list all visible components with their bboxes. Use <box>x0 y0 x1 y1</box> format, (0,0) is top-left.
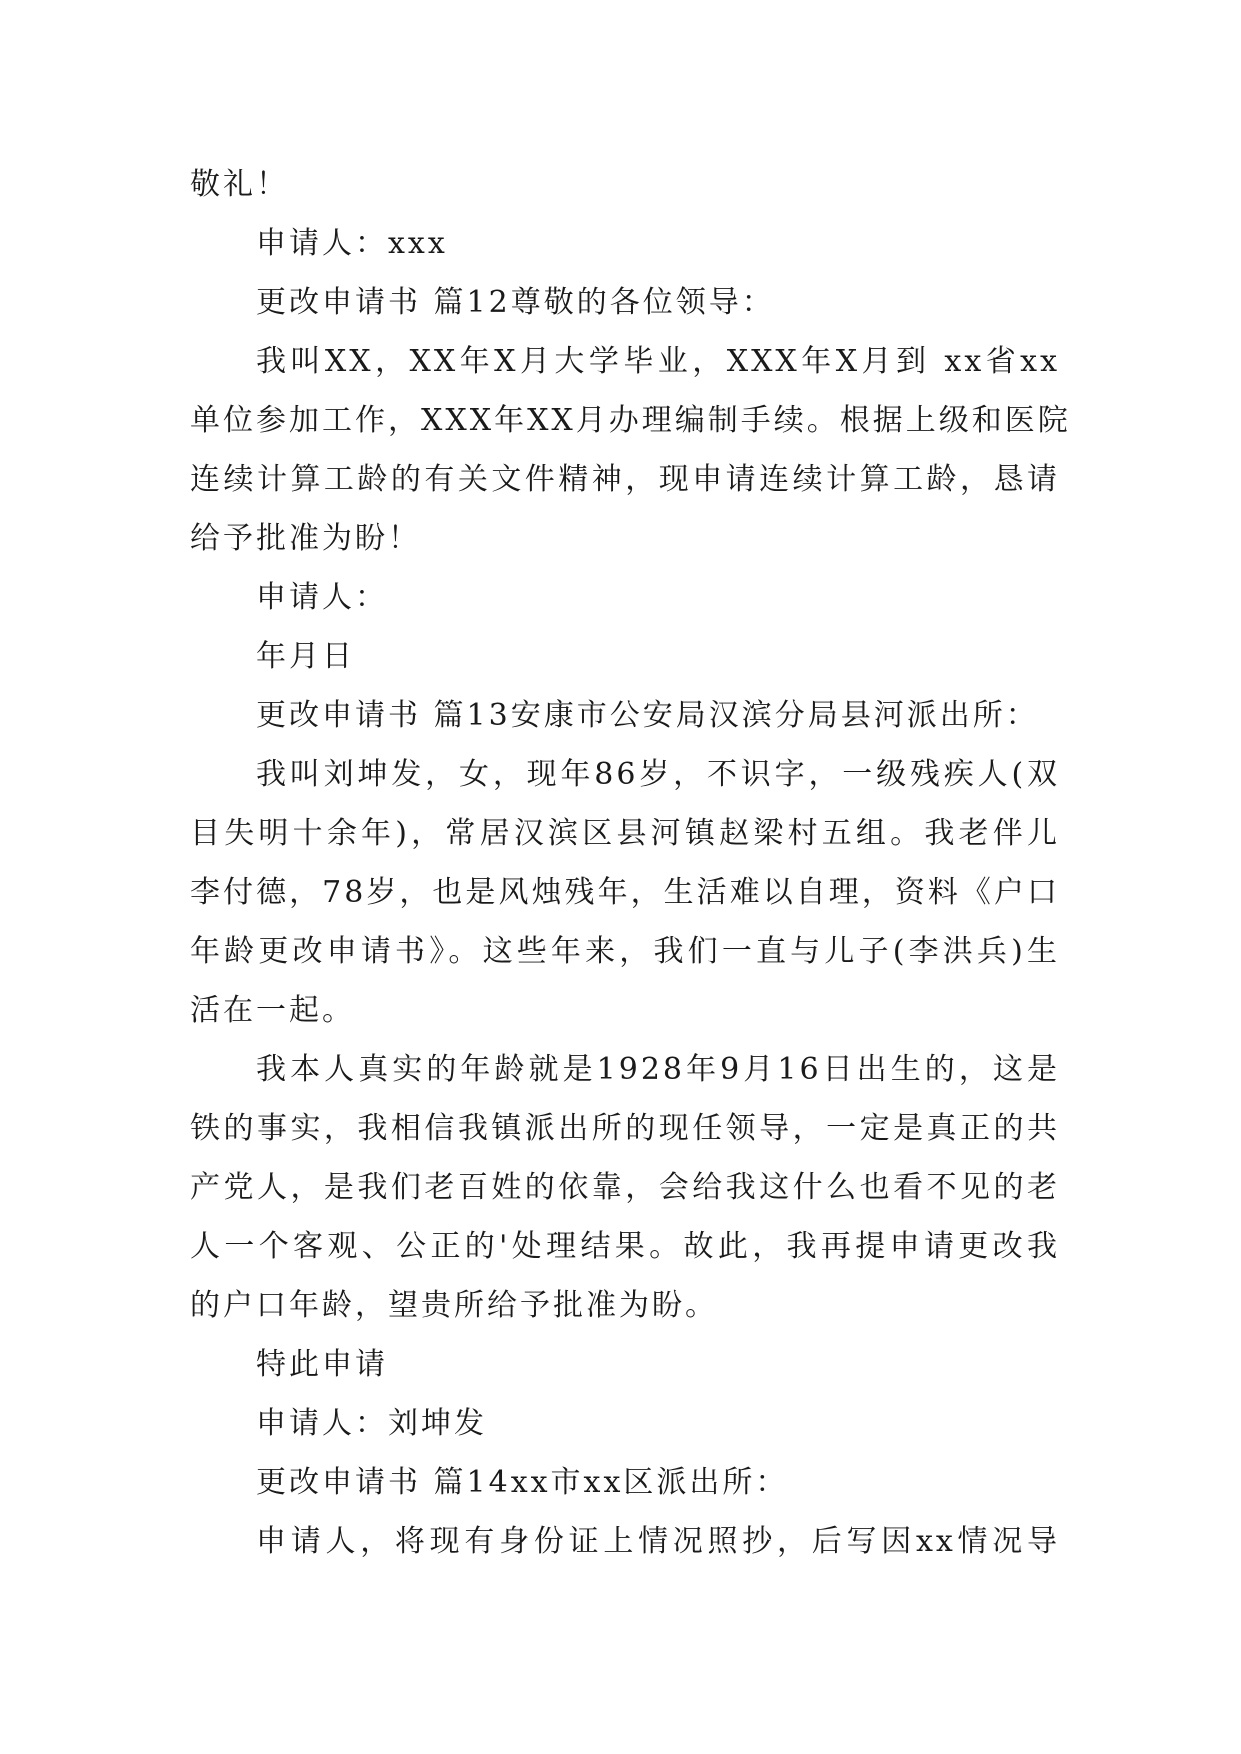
paragraph-line: 我叫XX，XX年X月大学毕业，XXX年X月到 xx省xx <box>256 344 1060 379</box>
paragraph-line: 人一个客观、公正的'处理结果。故此，我再提申请更改我 <box>190 1229 1060 1264</box>
special-request-line: 特此申请 <box>256 1347 388 1382</box>
paragraph-line: 目失明十余年)，常居汉滨区县河镇赵梁村五组。我老伴儿 <box>190 816 1060 851</box>
section-heading-12: 更改申请书 篇12尊敬的各位领导： <box>256 285 775 320</box>
section-heading-14: 更改申请书 篇14xx市xx区派出所： <box>256 1465 789 1500</box>
paragraph-line: 我叫刘坤发，女，现年86岁，不识字，一级残疾人(双 <box>256 757 1060 792</box>
paragraph-line: 产党人，是我们老百姓的依靠，会给我这什么也看不见的老 <box>190 1170 1060 1205</box>
paragraph-line: 连续计算工龄的有关文件精神，现申请连续计算工龄，恳请 <box>190 462 1060 497</box>
paragraph-line: 我本人真实的年龄就是1928年9月16日出生的，这是 <box>256 1052 1060 1087</box>
paragraph-line: 活在一起。 <box>190 993 355 1028</box>
paragraph-line: 单位参加工作，XXX年XX月办理编制手续。根据上级和医院 <box>190 403 1071 438</box>
applicant-line: 申请人： <box>256 580 388 615</box>
document-body <box>190 155 1071 1571</box>
paragraph-line: 申请人，将现有身份证上情况照抄，后写因xx情况导 <box>256 1524 1060 1559</box>
paragraph-line: 李付德，78岁，也是风烛残年，生活难以自理，资料《户口 <box>190 875 1060 910</box>
applicant-line: 申请人：xxx <box>256 226 448 261</box>
paragraph-line: 的户口年龄，望贵所给予批准为盼。 <box>190 1288 718 1323</box>
date-line: 年月日 <box>256 639 355 674</box>
paragraph-line: 给予批准为盼！ <box>190 521 421 556</box>
closing-salutation: 敬礼！ <box>190 167 289 202</box>
paragraph-line: 年龄更改申请书》。这些年来，我们一直与儿子(李洪兵)生 <box>190 934 1060 969</box>
paragraph-line: 铁的事实，我相信我镇派出所的现任领导，一定是真正的共 <box>190 1111 1060 1146</box>
section-heading-13: 更改申请书 篇13安康市公安局汉滨分局县河派出所： <box>256 698 1039 733</box>
applicant-line: 申请人：刘坤发 <box>256 1406 487 1441</box>
